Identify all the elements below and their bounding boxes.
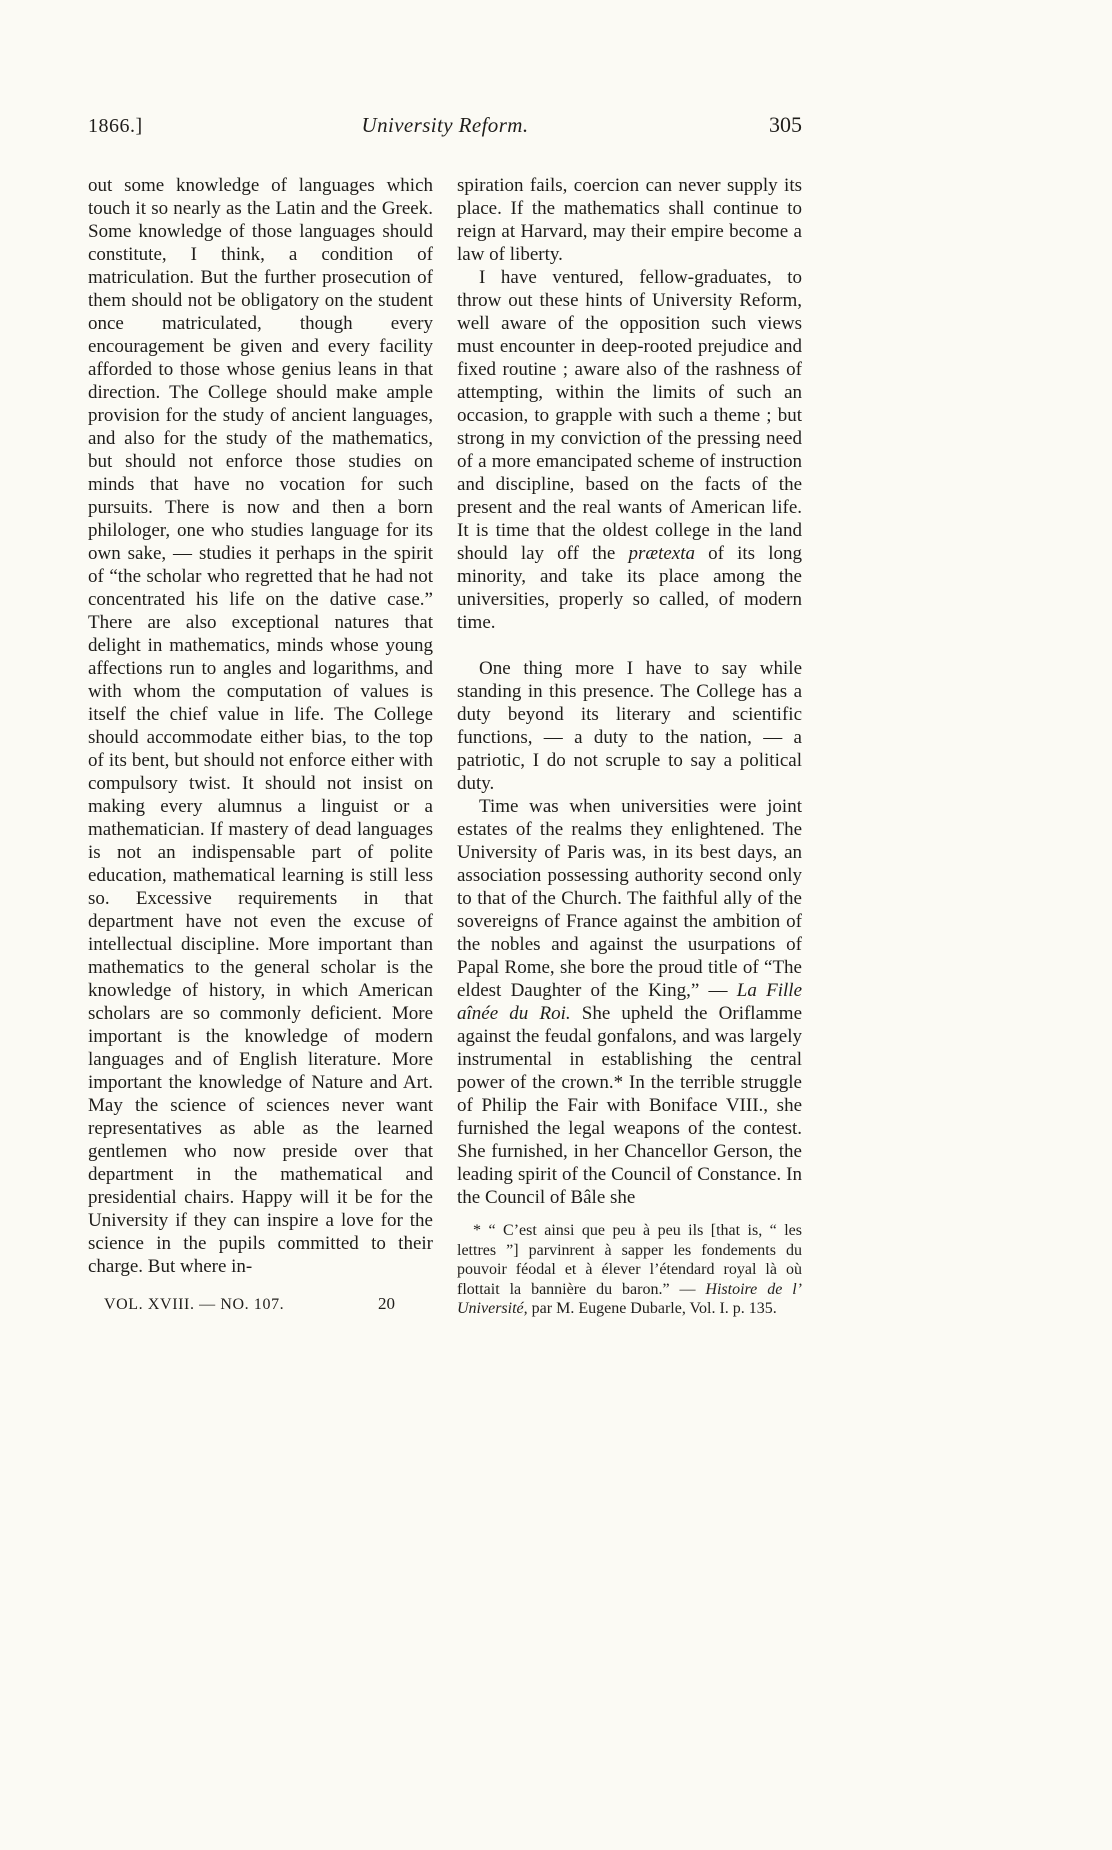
left-column: [88, 174, 433, 1319]
paragraph: spiration fails, coercion can never supply its place. If the mathematics shall continue to reign at Harvard, may their empire become a law of liberty.: [457, 175, 802, 265]
text-run: par M. Eugene Dubarle, Vol. I. p. 135.: [527, 1300, 777, 1317]
right-column: [457, 174, 802, 1319]
text-run: * “ C’est ainsi que peu à peu ils [that is, “ les lettres ”] parvinrent à sapper les fondements du pouvoir féodal et à élever l’étendard royal là où flottait la bannière du baron.” —: [457, 1222, 802, 1298]
paragraph: out some knowledge of languages which touch it so nearly as the Latin and the Greek. Some knowledge of those languages should constitute, I think, a condition of matriculation. But the further prosecution of them should not be obligatory on the student once matriculated, though every encouragement be given and every facility afforded to those whose genius leans in that direction. The College should make ample provision for the study of ancient languages, and also for the study of the mathematics, but should not enforce those studies on minds that have no vocation for such pursuits. There is now and then a born philologer, one who studies language for its own sake, — studies it perhaps in the spirit of “the scholar who regretted that he had not concentrated his life on the dative case.” There are also exceptional natures that delight in mathematics, minds whose young affections run to angles and logarithms, and with whom the computation of values is itself the chief value in life. The College should accommodate either bias, to the top of its bent, but should not enforce either with compulsory twist. It should not insist on making every alumnus a linguist or a mathematician. If mastery of dead languages is not an indispensable part of polite education, mathematical learning is still less so. Excessive requirements in that department have not even the excuse of intellectual discipline. More important than mathematics to the general scholar is the knowledge of history, in which American scholars are so commonly deficient. More important is the knowledge of modern languages and of English literature. More important the knowledge of Nature and Art. May the science of sciences never want representatives as able as the learned gentlemen who now preside over that department in the mathematical and presidential chairs. Happy will it be for the University if they can inspire a love for the science in the pupils committed to their charge. But where in-: [88, 175, 433, 1277]
volume-footer: [88, 1292, 433, 1316]
header-date: 1866.]: [88, 115, 143, 137]
signature-mark: 20: [378, 1294, 395, 1313]
italic-text: Histoire de l’ Université,: [457, 1280, 802, 1317]
text-run: Time was when universities were joint estates of the realms they enlightened. The University of Paris was, in its best days, an association possessing authority second only to that of the Church. The faithful ally of the sovereigns of France against the ambition of the nobles and against the usurpations of Papal Rome, she bore the proud title of “The eldest Daughter of the King,” —: [457, 796, 802, 1001]
running-header: [88, 112, 802, 138]
paragraph: One thing more I have to say while standing in this presence. The College has a duty beyond its literary and scientific functions, — a duty to the nation, — a patriotic, I do not scruple to say a political duty.: [457, 658, 802, 794]
page-content: [88, 112, 802, 1319]
italic-text: La Fille aînée du Roi.: [457, 980, 802, 1024]
volume-number: VOL. XVIII. — NO. 107.: [104, 1296, 285, 1313]
page-number: 305: [769, 112, 802, 137]
page-title: University Reform.: [361, 113, 529, 137]
text-columns: [88, 174, 802, 1319]
text-run: I have ventured, fellow-graduates, to throw out these hints of University Reform, well aware of the opposition such views must encounter in deep-rooted prejudice and fixed routine ; aware also of the rashness of attempting, within the limits of such an occasion, to grapple with such a theme ; but strong in my conviction of the pressing need of a more emancipated scheme of instruction and discipline, based on the facts of the present and the real wants of American life. It is time that the oldest college in the land should lay off the: [457, 267, 802, 564]
italic-text: prætexta: [628, 543, 695, 564]
text-run: She upheld the Oriflamme against the feudal gonfalons, and was largely instrumental in establishing the central power of the crown.* In the terrible struggle of Philip the Fair with Boniface VIII., she furnished the legal weapons of the contest. She furnished, in her Chancellor Gerson, the leading spirit of the Council of Constance. In the Council of Bâle she: [457, 1003, 802, 1208]
footnote: [457, 1221, 802, 1319]
text-run: of its long minority, and take its place among the universities, properly so called, of modern time.: [457, 543, 802, 633]
paragraph: [457, 266, 802, 634]
paragraph: [457, 795, 802, 1209]
